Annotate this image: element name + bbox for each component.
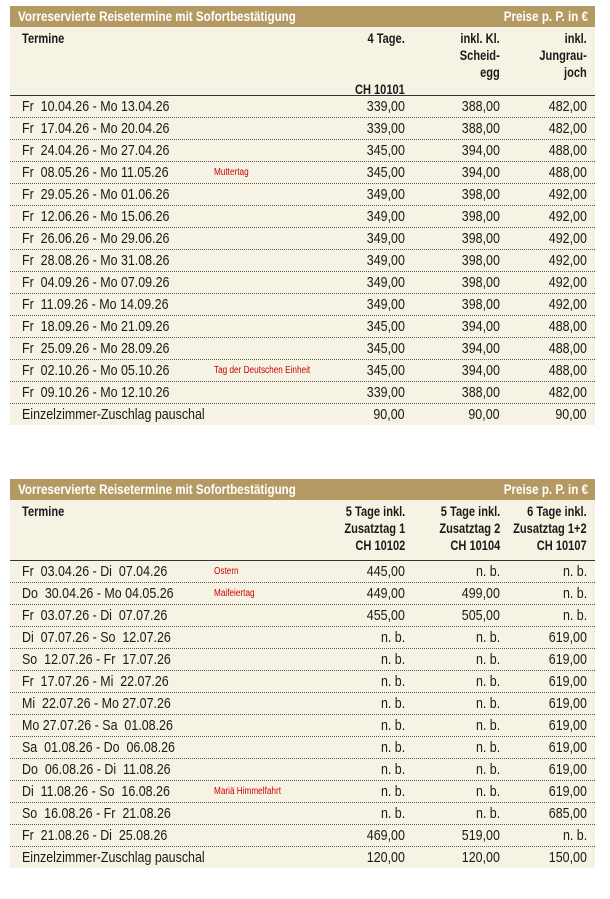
price-cell: n. b. — [380, 805, 405, 822]
table-row — [10, 404, 595, 425]
price-cell: 349,00 — [366, 208, 405, 225]
price-cell: n. b. — [475, 695, 500, 712]
table-row — [10, 671, 595, 693]
price-cell: 394,00 — [461, 362, 500, 379]
price-cell: 339,00 — [366, 384, 405, 401]
table-row — [10, 382, 595, 404]
date-cell: Di 07.07.26 - So 12.07.26 — [22, 629, 171, 646]
price-cell: 482,00 — [548, 120, 587, 137]
price-cell: n. b. — [475, 563, 500, 580]
table-row — [10, 184, 595, 206]
price-cell: 619,00 — [548, 761, 587, 778]
price-cell: 349,00 — [366, 186, 405, 203]
price-cell: n. b. — [562, 585, 587, 602]
price-cell: 394,00 — [461, 340, 500, 357]
header-6-tage-zusatztag-1-2: 6 Tage inkl. Zusatztag 1+2 CH 10107 — [513, 504, 587, 553]
price-cell: 519,00 — [461, 827, 500, 844]
price-cell: 345,00 — [366, 164, 405, 181]
date-cell: Fr 09.10.26 - Mo 12.10.26 — [22, 384, 170, 401]
price-cell: 90,00 — [373, 406, 405, 423]
table-header — [10, 500, 595, 561]
table-body — [10, 96, 595, 425]
price-note: Preise p. P. in € — [503, 482, 588, 497]
price-cell: 388,00 — [461, 98, 500, 115]
price-cell: 150,00 — [548, 849, 587, 866]
price-cell: 345,00 — [366, 362, 405, 379]
table-title: Vorreservierte Reisetermine mit Sofortbestätigung — [18, 9, 296, 24]
price-table-2 — [10, 479, 595, 868]
holiday-note: Mariä Himmelfahrt — [214, 786, 281, 797]
price-cell: n. b. — [380, 717, 405, 734]
table-row — [10, 693, 595, 715]
date-cell: Fr 02.10.26 - Mo 05.10.26 — [22, 362, 170, 379]
price-cell: n. b. — [475, 717, 500, 734]
table-row — [10, 338, 595, 360]
price-cell: n. b. — [562, 827, 587, 844]
price-cell: 482,00 — [548, 98, 587, 115]
date-cell: Do 06.08.26 - Di 11.08.26 — [22, 761, 171, 778]
table-row — [10, 627, 595, 649]
price-cell: 345,00 — [366, 142, 405, 159]
table-row — [10, 825, 595, 847]
price-cell: n. b. — [380, 761, 405, 778]
price-cell: n. b. — [380, 651, 405, 668]
date-cell: So 12.07.26 - Fr 17.07.26 — [22, 651, 171, 668]
table-row — [10, 206, 595, 228]
price-cell: n. b. — [380, 739, 405, 756]
date-cell: Mo 27.07.26 - Sa 01.08.26 — [22, 717, 173, 734]
table-row — [10, 737, 595, 759]
holiday-note: Maifeiertag — [214, 588, 255, 599]
table-row — [10, 649, 595, 671]
table-row — [10, 294, 595, 316]
price-cell: 120,00 — [366, 849, 405, 866]
price-cell: 339,00 — [366, 98, 405, 115]
date-cell: Einzelzimmer-Zuschlag pauschal — [22, 406, 205, 423]
price-note: Preise p. P. in € — [503, 9, 588, 24]
price-cell: 505,00 — [461, 607, 500, 624]
price-cell: 394,00 — [461, 164, 500, 181]
price-cell: 394,00 — [461, 318, 500, 335]
table-title-band — [10, 479, 595, 500]
header-scheidegg: inkl. Kl. Scheid- egg — [460, 31, 500, 80]
price-cell: 349,00 — [366, 230, 405, 247]
price-cell: 398,00 — [461, 274, 500, 291]
price-cell: 120,00 — [461, 849, 500, 866]
table-row — [10, 162, 595, 184]
price-cell: n. b. — [475, 761, 500, 778]
price-cell: 398,00 — [461, 230, 500, 247]
table-row — [10, 250, 595, 272]
table-row — [10, 272, 595, 294]
price-cell: n. b. — [380, 695, 405, 712]
price-cell: 492,00 — [548, 230, 587, 247]
price-cell: 492,00 — [548, 186, 587, 203]
price-cell: n. b. — [562, 607, 587, 624]
holiday-note: Muttertag — [214, 167, 249, 178]
date-cell: Fr 24.04.26 - Mo 27.04.26 — [22, 142, 170, 159]
date-cell: Einzelzimmer-Zuschlag pauschal — [22, 849, 205, 866]
price-cell: 619,00 — [548, 673, 587, 690]
price-cell: 398,00 — [461, 208, 500, 225]
table-row — [10, 847, 595, 868]
header-5-tage-zusatztag-2: 5 Tage inkl. Zusatztag 2 CH 10104 — [439, 504, 500, 553]
date-cell: Fr 26.06.26 - Mo 29.06.26 — [22, 230, 170, 247]
price-cell: 449,00 — [366, 585, 405, 602]
date-cell: Fr 17.07.26 - Mi 22.07.26 — [22, 673, 169, 690]
date-cell: Fr 17.04.26 - Mo 20.04.26 — [22, 120, 170, 137]
price-cell: n. b. — [562, 563, 587, 580]
table-title-band — [10, 6, 595, 27]
date-cell: Fr 03.07.26 - Di 07.07.26 — [22, 607, 168, 624]
table-body — [10, 561, 595, 868]
date-cell: Mi 22.07.26 - Mo 27.07.26 — [22, 695, 171, 712]
table-row — [10, 759, 595, 781]
price-cell: 349,00 — [366, 296, 405, 313]
price-cell: 492,00 — [548, 252, 587, 269]
price-cell: 349,00 — [366, 252, 405, 269]
price-cell: 388,00 — [461, 384, 500, 401]
header-4-tage: 4 Tage. CH 10101 — [355, 31, 405, 97]
price-cell: n. b. — [475, 651, 500, 668]
price-cell: 619,00 — [548, 783, 587, 800]
table-row — [10, 561, 595, 583]
price-cell: 619,00 — [548, 739, 587, 756]
header-jungfraujoch: inkl. Jungrau- joch — [539, 31, 587, 80]
price-cell: 499,00 — [461, 585, 500, 602]
price-table-1 — [10, 6, 595, 425]
date-cell: Fr 11.09.26 - Mo 14.09.26 — [22, 296, 169, 313]
date-cell: Fr 25.09.26 - Mo 28.09.26 — [22, 340, 170, 357]
price-cell: 488,00 — [548, 340, 587, 357]
table-row — [10, 96, 595, 118]
price-cell: 619,00 — [548, 651, 587, 668]
table-row — [10, 605, 595, 627]
date-cell: Fr 03.04.26 - Di 07.04.26 — [22, 563, 168, 580]
price-cell: 488,00 — [548, 164, 587, 181]
price-cell: 398,00 — [461, 296, 500, 313]
table-row — [10, 118, 595, 140]
price-cell: 488,00 — [548, 362, 587, 379]
header-termine: Termine — [22, 504, 65, 519]
table-row — [10, 360, 595, 382]
price-cell: 388,00 — [461, 120, 500, 137]
price-cell: 345,00 — [366, 318, 405, 335]
price-cell: 90,00 — [555, 406, 587, 423]
holiday-note: Ostern — [214, 566, 239, 577]
price-cell: 488,00 — [548, 142, 587, 159]
price-cell: 492,00 — [548, 274, 587, 291]
price-cell: 469,00 — [366, 827, 405, 844]
price-cell: 394,00 — [461, 142, 500, 159]
date-cell: Fr 10.04.26 - Mo 13.04.26 — [22, 98, 170, 115]
price-cell: n. b. — [475, 805, 500, 822]
price-cell: 398,00 — [461, 186, 500, 203]
price-cell: n. b. — [475, 673, 500, 690]
table-row — [10, 316, 595, 338]
table-row — [10, 140, 595, 162]
price-cell: 492,00 — [548, 208, 587, 225]
price-cell: n. b. — [380, 673, 405, 690]
price-cell: 349,00 — [366, 274, 405, 291]
price-cell: n. b. — [475, 739, 500, 756]
table-title: Vorreservierte Reisetermine mit Sofortbestätigung — [18, 482, 296, 497]
date-cell: Di 11.08.26 - So 16.08.26 — [22, 783, 170, 800]
date-cell: Fr 29.05.26 - Mo 01.06.26 — [22, 186, 170, 203]
date-cell: Fr 12.06.26 - Mo 15.06.26 — [22, 208, 170, 225]
header-termine: Termine — [22, 31, 65, 46]
price-cell: 685,00 — [548, 805, 587, 822]
date-cell: Fr 08.05.26 - Mo 11.05.26 — [22, 164, 169, 181]
table-row — [10, 803, 595, 825]
table-row — [10, 583, 595, 605]
price-cell: 488,00 — [548, 318, 587, 335]
table-header — [10, 27, 595, 96]
price-cell: n. b. — [380, 629, 405, 646]
price-cell: 339,00 — [366, 120, 405, 137]
price-cell: 492,00 — [548, 296, 587, 313]
price-cell: n. b. — [475, 783, 500, 800]
header-5-tage-zusatztag-1: 5 Tage inkl. Zusatztag 1 CH 10102 — [344, 504, 405, 553]
price-cell: 445,00 — [366, 563, 405, 580]
price-cell: 619,00 — [548, 695, 587, 712]
table-row — [10, 781, 595, 803]
holiday-note: Tag der Deutschen Einheit — [214, 365, 311, 376]
date-cell: Do 30.04.26 - Mo 04.05.26 — [22, 585, 174, 602]
date-cell: Fr 28.08.26 - Mo 31.08.26 — [22, 252, 170, 269]
date-cell: Fr 21.08.26 - Di 25.08.26 — [22, 827, 168, 844]
price-cell: 345,00 — [366, 340, 405, 357]
date-cell: Sa 01.08.26 - Do 06.08.26 — [22, 739, 175, 756]
price-cell: 619,00 — [548, 629, 587, 646]
table-row — [10, 715, 595, 737]
price-cell: 482,00 — [548, 384, 587, 401]
date-cell: Fr 18.09.26 - Mo 21.09.26 — [22, 318, 170, 335]
date-cell: Fr 04.09.26 - Mo 07.09.26 — [22, 274, 170, 291]
date-cell: So 16.08.26 - Fr 21.08.26 — [22, 805, 171, 822]
price-cell: n. b. — [475, 629, 500, 646]
price-cell: 398,00 — [461, 252, 500, 269]
price-cell: 619,00 — [548, 717, 587, 734]
price-cell: 90,00 — [468, 406, 500, 423]
price-cell: 455,00 — [366, 607, 405, 624]
price-cell: n. b. — [380, 783, 405, 800]
table-row — [10, 228, 595, 250]
